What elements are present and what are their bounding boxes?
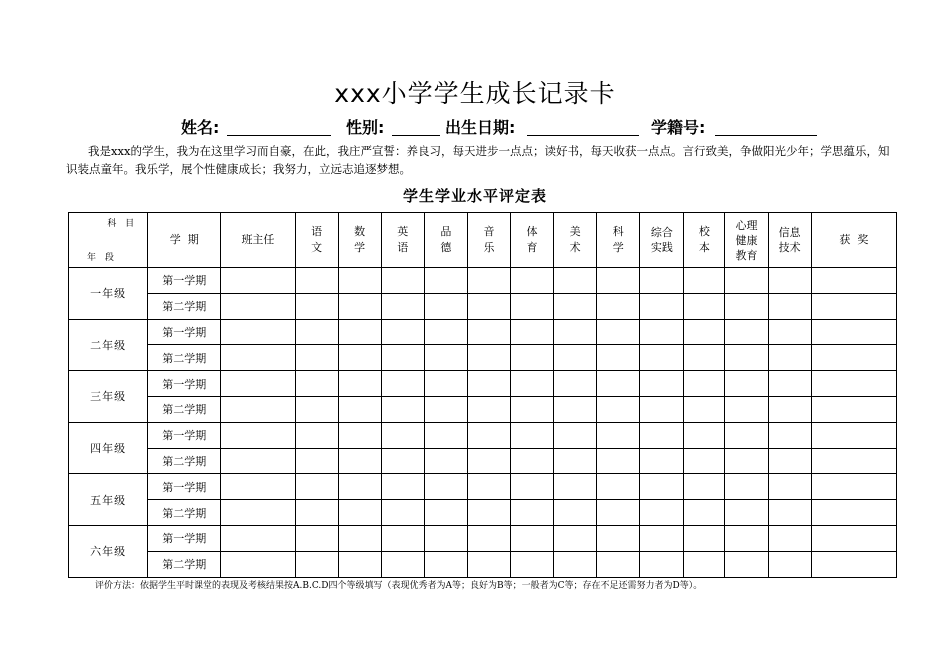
- grade-entry-cell[interactable]: [338, 448, 381, 474]
- grade-entry-cell[interactable]: [597, 448, 640, 474]
- grade-entry-cell[interactable]: [725, 525, 768, 551]
- corner-subject-label: 科 目: [107, 219, 138, 229]
- grade-entry-cell[interactable]: [424, 474, 467, 500]
- grade-entry-cell[interactable]: [725, 551, 768, 577]
- subject-it-header: 信息 技术: [768, 213, 811, 268]
- subject-mental-health-header: 心理 健康 教育: [725, 213, 768, 268]
- grade-entry-cell[interactable]: [554, 448, 597, 474]
- grade-entry-cell[interactable]: [684, 371, 725, 397]
- term-label: 第二学期: [148, 396, 221, 422]
- grade-entry-cell[interactable]: [811, 319, 896, 345]
- grade-label: 五年级: [69, 474, 148, 526]
- grade-entry-cell[interactable]: [381, 345, 424, 371]
- table-row: [69, 345, 897, 371]
- grade-entry-cell[interactable]: [381, 525, 424, 551]
- subject-pe-header: 体 育: [511, 213, 554, 268]
- grade-entry-cell[interactable]: [811, 293, 896, 319]
- grade-entry-cell[interactable]: [381, 422, 424, 448]
- grade-entry-cell[interactable]: [640, 474, 684, 500]
- gender-field[interactable]: [392, 135, 440, 136]
- corner-header-cell: [69, 213, 148, 268]
- grade-entry-cell[interactable]: [381, 551, 424, 577]
- grade-entry-cell[interactable]: [467, 551, 510, 577]
- grade-entry-cell[interactable]: [597, 268, 640, 294]
- student-id-field[interactable]: [715, 135, 817, 136]
- grade-entry-cell[interactable]: [725, 268, 768, 294]
- evaluation-method-note: 评价方法：依据学生平时课堂的表现及考核结果按A.B.C.D四个等级填写（表现优秀者为A等；良好为B等；一般者为C等；存在不足还需努力者为D等）。: [95, 581, 703, 591]
- grade-entry-cell[interactable]: [424, 345, 467, 371]
- grade-entry-cell[interactable]: [768, 293, 811, 319]
- evaluation-table: [68, 212, 897, 578]
- grade-entry-cell[interactable]: [640, 371, 684, 397]
- grade-entry-cell[interactable]: [467, 396, 510, 422]
- grade-entry-cell[interactable]: [511, 422, 554, 448]
- grade-entry-cell[interactable]: [768, 345, 811, 371]
- grade-entry-cell[interactable]: [811, 268, 896, 294]
- term-label: 第二学期: [148, 345, 221, 371]
- grade-entry-cell[interactable]: [684, 525, 725, 551]
- grade-entry-cell[interactable]: [640, 500, 684, 526]
- table-row: [69, 293, 897, 319]
- subject-math-header: 数 学: [338, 213, 381, 268]
- grade-entry-cell[interactable]: [424, 268, 467, 294]
- grade-entry-cell[interactable]: [295, 500, 338, 526]
- grade-entry-cell[interactable]: [467, 500, 510, 526]
- subject-art-header: 美 术: [554, 213, 597, 268]
- grade-entry-cell[interactable]: [424, 293, 467, 319]
- term-label: 第一学期: [148, 319, 221, 345]
- grade-entry-cell[interactable]: [811, 448, 896, 474]
- grade-entry-cell[interactable]: [725, 448, 768, 474]
- student-id-label: 学籍号:: [651, 118, 706, 137]
- term-label: 第一学期: [148, 268, 221, 294]
- grade-entry-cell[interactable]: [597, 474, 640, 500]
- grade-entry-cell[interactable]: [554, 371, 597, 397]
- grade-entry-cell[interactable]: [381, 319, 424, 345]
- grade-entry-cell[interactable]: [640, 448, 684, 474]
- grade-entry-cell[interactable]: [295, 396, 338, 422]
- grade-entry-cell[interactable]: [295, 345, 338, 371]
- grade-entry-cell[interactable]: [295, 268, 338, 294]
- subject-chinese-header: 语 文: [295, 213, 338, 268]
- grade-entry-cell[interactable]: [338, 396, 381, 422]
- grade-entry-cell[interactable]: [511, 319, 554, 345]
- grade-entry-cell[interactable]: [338, 319, 381, 345]
- grade-entry-cell[interactable]: [684, 500, 725, 526]
- grade-entry-cell[interactable]: [221, 551, 295, 577]
- grade-entry-cell[interactable]: [338, 293, 381, 319]
- grade-entry-cell[interactable]: [554, 396, 597, 422]
- grade-entry-cell[interactable]: [684, 268, 725, 294]
- grade-entry-cell[interactable]: [221, 500, 295, 526]
- subject-music-header: 音 乐: [467, 213, 510, 268]
- grade-entry-cell[interactable]: [381, 474, 424, 500]
- birth-date-field[interactable]: [527, 135, 639, 136]
- grade-entry-cell[interactable]: [725, 319, 768, 345]
- grade-entry-cell[interactable]: [338, 345, 381, 371]
- grade-entry-cell[interactable]: [511, 345, 554, 371]
- grade-entry-cell[interactable]: [684, 396, 725, 422]
- grade-entry-cell[interactable]: [295, 293, 338, 319]
- grade-entry-cell[interactable]: [725, 345, 768, 371]
- student-info-row: [181, 113, 821, 137]
- grade-entry-cell[interactable]: [554, 500, 597, 526]
- grade-entry-cell[interactable]: [811, 422, 896, 448]
- grade-entry-cell[interactable]: [221, 268, 295, 294]
- grade-entry-cell[interactable]: [511, 525, 554, 551]
- table-row: [69, 474, 897, 500]
- term-header: 学 期: [148, 213, 221, 268]
- grade-entry-cell[interactable]: [684, 422, 725, 448]
- table-row: [69, 396, 897, 422]
- corner-grade-label: 年 段: [87, 253, 117, 263]
- grade-entry-cell[interactable]: [295, 371, 338, 397]
- grade-entry-cell[interactable]: [295, 319, 338, 345]
- grade-entry-cell[interactable]: [221, 396, 295, 422]
- table-row: [69, 525, 897, 551]
- grade-entry-cell[interactable]: [467, 268, 510, 294]
- grade-entry-cell[interactable]: [338, 500, 381, 526]
- grade-entry-cell[interactable]: [511, 268, 554, 294]
- grade-entry-cell[interactable]: [597, 293, 640, 319]
- grade-entry-cell[interactable]: [640, 268, 684, 294]
- term-label: 第一学期: [148, 371, 221, 397]
- table-header-row: [69, 213, 897, 268]
- grade-entry-cell[interactable]: [221, 448, 295, 474]
- grade-entry-cell[interactable]: [424, 448, 467, 474]
- term-label: 第二学期: [148, 448, 221, 474]
- term-label: 第一学期: [148, 474, 221, 500]
- grade-entry-cell[interactable]: [221, 371, 295, 397]
- grade-entry-cell[interactable]: [424, 396, 467, 422]
- grade-entry-cell[interactable]: [554, 319, 597, 345]
- grade-entry-cell[interactable]: [597, 319, 640, 345]
- grade-entry-cell[interactable]: [511, 474, 554, 500]
- grade-entry-cell[interactable]: [811, 396, 896, 422]
- head-teacher-header: 班主任: [221, 213, 295, 268]
- grade-entry-cell[interactable]: [684, 345, 725, 371]
- grade-entry-cell[interactable]: [640, 345, 684, 371]
- grade-entry-cell[interactable]: [338, 525, 381, 551]
- grade-entry-cell[interactable]: [640, 551, 684, 577]
- grade-entry-cell[interactable]: [597, 422, 640, 448]
- grade-entry-cell[interactable]: [295, 474, 338, 500]
- grade-entry-cell[interactable]: [725, 474, 768, 500]
- student-pledge: 我是xxx的学生，我为在这里学习而自豪，在此，我庄严宣誓：养良习，每天进步一点点；读好书，每天收获一点点。言行致美，争做阳光少年；学思蕴乐，知识装点童年。我乐学，展个性健康成长；我努力，立远志追逐梦想。: [66, 144, 890, 176]
- term-label: 第一学期: [148, 525, 221, 551]
- grade-entry-cell[interactable]: [221, 525, 295, 551]
- grade-entry-cell[interactable]: [640, 396, 684, 422]
- grade-entry-cell[interactable]: [381, 293, 424, 319]
- grade-entry-cell[interactable]: [467, 371, 510, 397]
- grade-entry-cell[interactable]: [424, 500, 467, 526]
- grade-entry-cell[interactable]: [424, 551, 467, 577]
- term-label: 第一学期: [148, 422, 221, 448]
- subject-science-header: 科 学: [597, 213, 640, 268]
- grade-entry-cell[interactable]: [338, 551, 381, 577]
- grade-entry-cell[interactable]: [684, 293, 725, 319]
- grade-entry-cell[interactable]: [221, 422, 295, 448]
- grade-entry-cell[interactable]: [597, 345, 640, 371]
- grade-entry-cell[interactable]: [684, 551, 725, 577]
- grade-entry-cell[interactable]: [221, 345, 295, 371]
- grade-entry-cell[interactable]: [811, 371, 896, 397]
- grade-entry-cell[interactable]: [725, 422, 768, 448]
- grade-entry-cell[interactable]: [768, 448, 811, 474]
- grade-entry-cell[interactable]: [467, 448, 510, 474]
- table-row: [69, 319, 897, 345]
- grade-entry-cell[interactable]: [381, 448, 424, 474]
- grade-entry-cell[interactable]: [511, 396, 554, 422]
- grade-entry-cell[interactable]: [338, 371, 381, 397]
- table-row: [69, 371, 897, 397]
- grade-entry-cell[interactable]: [424, 319, 467, 345]
- grade-entry-cell[interactable]: [381, 500, 424, 526]
- grade-entry-cell[interactable]: [424, 525, 467, 551]
- grade-entry-cell[interactable]: [684, 474, 725, 500]
- grade-entry-cell[interactable]: [338, 268, 381, 294]
- term-label: 第二学期: [148, 500, 221, 526]
- grade-entry-cell[interactable]: [811, 551, 896, 577]
- grade-entry-cell[interactable]: [554, 268, 597, 294]
- term-label: 第二学期: [148, 551, 221, 577]
- grade-entry-cell[interactable]: [811, 345, 896, 371]
- grade-label: 一年级: [69, 268, 148, 320]
- awards-header: 获 奖: [811, 213, 896, 268]
- grade-entry-cell[interactable]: [295, 422, 338, 448]
- grade-entry-cell[interactable]: [597, 551, 640, 577]
- grade-entry-cell[interactable]: [554, 551, 597, 577]
- subject-practice-header: 综合 实践: [640, 213, 684, 268]
- grade-entry-cell[interactable]: [597, 525, 640, 551]
- grade-label: 二年级: [69, 319, 148, 371]
- subject-morality-header: 品 德: [424, 213, 467, 268]
- grade-entry-cell[interactable]: [467, 293, 510, 319]
- table-row: [69, 268, 897, 294]
- grade-entry-cell[interactable]: [768, 500, 811, 526]
- grade-entry-cell[interactable]: [381, 396, 424, 422]
- grade-entry-cell[interactable]: [511, 293, 554, 319]
- grade-entry-cell[interactable]: [684, 448, 725, 474]
- grade-entry-cell[interactable]: [768, 268, 811, 294]
- grade-label: 四年级: [69, 422, 148, 474]
- grade-entry-cell[interactable]: [554, 422, 597, 448]
- grade-entry-cell[interactable]: [221, 474, 295, 500]
- grade-entry-cell[interactable]: [768, 319, 811, 345]
- grade-entry-cell[interactable]: [725, 371, 768, 397]
- grade-entry-cell[interactable]: [554, 474, 597, 500]
- grade-entry-cell[interactable]: [338, 474, 381, 500]
- grade-entry-cell[interactable]: [424, 422, 467, 448]
- grade-entry-cell[interactable]: [597, 500, 640, 526]
- grade-entry-cell[interactable]: [768, 551, 811, 577]
- birth-date-label: 出生日期:: [445, 118, 516, 137]
- grade-entry-cell[interactable]: [768, 422, 811, 448]
- term-label: 第二学期: [148, 293, 221, 319]
- gender-label: 性别:: [346, 118, 385, 137]
- table-row: [69, 551, 897, 577]
- grade-entry-cell[interactable]: [554, 345, 597, 371]
- grade-label: 六年级: [69, 525, 148, 577]
- grade-entry-cell[interactable]: [768, 525, 811, 551]
- grade-entry-cell[interactable]: [467, 345, 510, 371]
- grade-label: 三年级: [69, 371, 148, 423]
- grade-entry-cell[interactable]: [511, 371, 554, 397]
- page-title: xxx小学学生成长记录卡: [334, 79, 616, 108]
- grade-entry-cell[interactable]: [811, 525, 896, 551]
- name-label: 姓名:: [181, 118, 220, 137]
- grade-entry-cell[interactable]: [381, 268, 424, 294]
- grade-entry-cell[interactable]: [221, 293, 295, 319]
- table-row: [69, 500, 897, 526]
- grade-entry-cell[interactable]: [640, 319, 684, 345]
- grade-entry-cell[interactable]: [640, 293, 684, 319]
- grade-entry-cell[interactable]: [768, 396, 811, 422]
- grade-entry-cell[interactable]: [338, 422, 381, 448]
- grade-entry-cell[interactable]: [511, 551, 554, 577]
- grade-entry-cell[interactable]: [640, 525, 684, 551]
- grade-entry-cell[interactable]: [511, 500, 554, 526]
- grade-entry-cell[interactable]: [295, 525, 338, 551]
- grade-entry-cell[interactable]: [640, 422, 684, 448]
- table-title: 学生学业水平评定表: [402, 187, 547, 205]
- grade-entry-cell[interactable]: [295, 448, 338, 474]
- grade-entry-cell[interactable]: [295, 551, 338, 577]
- grade-entry-cell[interactable]: [554, 525, 597, 551]
- grade-entry-cell[interactable]: [684, 319, 725, 345]
- grade-entry-cell[interactable]: [597, 371, 640, 397]
- table-row: [69, 448, 897, 474]
- grade-entry-cell[interactable]: [467, 422, 510, 448]
- name-field[interactable]: [227, 135, 331, 136]
- grade-entry-cell[interactable]: [424, 371, 467, 397]
- grade-entry-cell[interactable]: [725, 293, 768, 319]
- grade-entry-cell[interactable]: [725, 396, 768, 422]
- grade-entry-cell[interactable]: [768, 371, 811, 397]
- grade-entry-cell[interactable]: [467, 319, 510, 345]
- grade-entry-cell[interactable]: [467, 474, 510, 500]
- grade-entry-cell[interactable]: [511, 448, 554, 474]
- subject-school-based-header: 校 本: [684, 213, 725, 268]
- grade-entry-cell[interactable]: [768, 474, 811, 500]
- grade-entry-cell[interactable]: [811, 500, 896, 526]
- grade-entry-cell[interactable]: [725, 500, 768, 526]
- grade-entry-cell[interactable]: [554, 293, 597, 319]
- table-row: [69, 422, 897, 448]
- grade-entry-cell[interactable]: [467, 525, 510, 551]
- subject-english-header: 英 语: [381, 213, 424, 268]
- grade-entry-cell[interactable]: [597, 396, 640, 422]
- grade-entry-cell[interactable]: [221, 319, 295, 345]
- grade-entry-cell[interactable]: [811, 474, 896, 500]
- grade-entry-cell[interactable]: [381, 371, 424, 397]
